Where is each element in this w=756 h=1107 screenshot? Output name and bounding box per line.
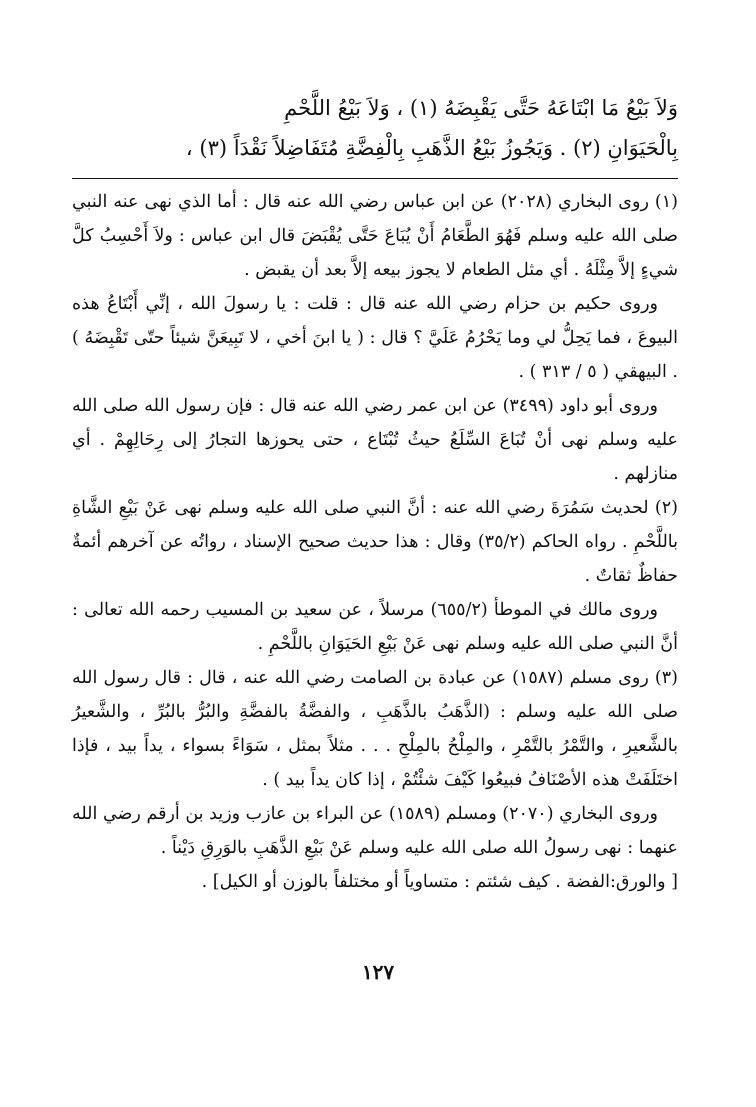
footnote-2: (٢) لحديث سَمُرَةَ رضي الله عنه : أنَّ النبي صلى الله عليه وسلم نهى عَنْ بَيْعِ الشَّاةِ باللَّحْمِ . رواه الحاكم (٣٥/٢) وقال : هذا حديث صحيح الإسناد ، رواتُه عن آخرهم أئمةٌ حفاظٌ ثقاتٌ .: [72, 498, 678, 586]
footnote-paragraph: وروى البخاري (٢٠٧٠) ومسلم (١٥٨٩) عن البراء بن عازب وزيد بن أرقم رضي الله عنهما : نهى رسولُ الله صلى الله عليه وسلم عَنْ بَيْعِ الذَّهَبِ بالوَرِقِ دَيْناً .: [72, 804, 678, 858]
page-number: ١٢٧: [361, 960, 395, 984]
footnote-paragraph: وروى مالك في الموطأ (٦٥٥/٢) مرسلاً ، عن سعيد بن المسيب رحمه الله تعالى : أنَّ النبي صلى الله عليه وسلم نهى عَنْ بَيْعِ الحَيَوَانِ باللَّحْمِ .: [72, 600, 678, 654]
main-text-line: بِالْحَيَوَانِ (٢) . وَيَجُوزُ بَيْعُ الذَّهَبِ بِالْفِضَّةِ مُتَفَاضِلاً نَقْدَاً (٣) ،: [185, 136, 678, 160]
footnote-bracket-note: [ والورق:الفضة . كيف شئتم : متساوياً أو مختلفاً بالوزن أو الكيل] .: [201, 872, 678, 892]
footnote-paragraph: وروى حكيم بن حزام رضي الله عنه قال : قلت : يا رسولَ الله ، إنِّي أَبْتَاعُ هذه البيوعَ ، فما يَحِلُّ لي وما يَحْرُمُ عَلَيَّ ؟ قال : ( يا ابنَ أخي ، لا تَبِيعَنَّ شيئاً حتّى تَقْبِضَهُ ) . البيهقي ( ٥ / ٣١٣ ) .: [72, 294, 678, 382]
footnote-divider: [72, 178, 678, 179]
footnotes: [72, 185, 678, 899]
footnote-paragraph: وروى أبو داود (٣٤٩٩) عن ابن عمر رضي الله عنه قال : فإن رسول الله صلى الله عليه وسلم نهى أنْ تُبَاعَ السِّلَعُ حيثُ تُبْتَاع ، حتى يحوزها التجارُ إلى رِحَالِهِمْ . أي منازلهم .: [72, 396, 678, 484]
main-text: [72, 88, 678, 168]
main-text-line: وَلاَ بَيْعُ مَا ابْتَاعَهُ حَتَّى يَقْبِضَهُ (١) ، وَلاَ بَيْعُ اللَّحْمِ: [284, 96, 678, 120]
footnote-3: (٣) روى مسلم (١٥٨٧) عن عبادة بن الصامت رضي الله عنه ، قال : قال رسول الله صلى الله عليه وسلم : (الذَّهَبُ بالذَّهَبِ ، والفضَّةُ بالفضَّةِ والبُرُّ بالبُرِّ ، والشَّعيرُ بالشَّعيرِ ، والتَّمْرُ بالتَّمْرِ ، والمِلْحُ بالمِلْحِ . . . مثلاً بمثل ، سَوَاءً بسواء ، يداً بيد ، فإذا اختَلَفَتْ هذه الأصْنَافُ فبيعُوا كَيْفَ شئْتُمْ ، إذا كان يداً بيد ) .: [72, 668, 678, 790]
footnote-1: (١) روى البخاري (٢٠٢٨) عن ابن عباس رضي الله عنه قال : أما الذي نهى عنه النبي صلى الله عليه وسلم فَهُوَ الطَّعَامُ أَنْ يُبَاعَ حَتَّى يُقْبَضَ قال ابن عباس : ولاَ أَحْسِبُ كلَّ شيءٍ إلاَّ مِثْلَهُ . أي مثل الطعام لا يجوز بيعه إلاَّ بعد أن يقبض .: [72, 192, 678, 280]
